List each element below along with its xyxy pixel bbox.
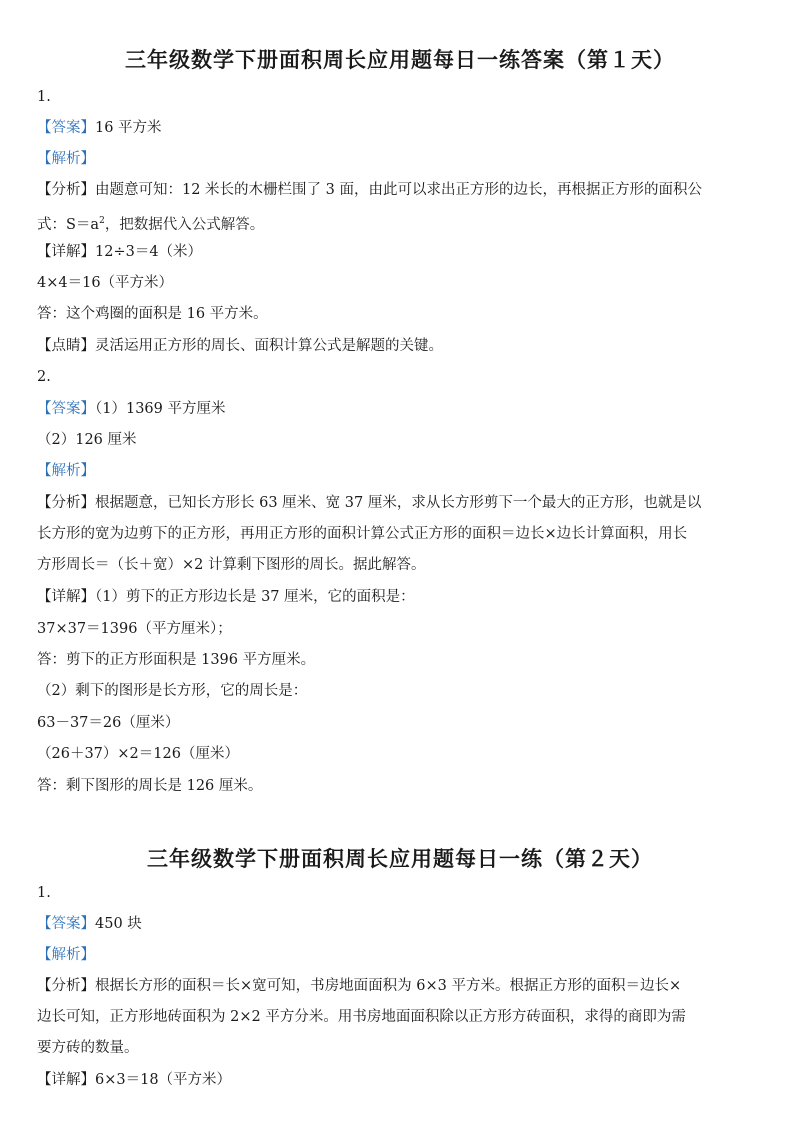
fenxi-text: 根据题意，已知长方形长 63 厘米、宽 37 厘米，求从长方形剪下一个最大的正方形，也就是以 — [95, 495, 702, 511]
fenxi-text: 根据长方形的面积＝长×宽可知，书房地面面积为 6×3 平方米。根据正方形的面积＝边长× — [95, 978, 682, 994]
fenxi-line-3: 方形周长＝（长＋宽）×2 计算剩下图形的周长。据此解答。 — [37, 557, 426, 573]
solution-line: 63－37＝26（厘米） — [37, 715, 180, 731]
answer-line — [37, 396, 767, 422]
xiangjie-tag: 【详解】 — [37, 244, 95, 260]
answer-tag: 【答案】 — [37, 401, 95, 417]
fenxi-text: ，把数据代入公式解答。 — [104, 216, 265, 233]
solution-line: （2）剩下的图形是长方形，它的周长是： — [37, 683, 308, 699]
dianjing-line — [37, 333, 767, 359]
xiangjie-tag: 【详解】 — [37, 589, 95, 605]
xiangjie-line-1 — [37, 239, 767, 265]
solution-line: 4×4＝16（平方米） — [37, 275, 174, 291]
answer-tag: 【答案】 — [37, 916, 95, 932]
section1-title: 三年级数学下册面积周长应用题每日一练答案（第１天） — [125, 48, 675, 72]
fenxi-line-2 — [37, 208, 767, 238]
fenxi-superscript: 2 — [99, 216, 105, 226]
dianjing-text: 灵活运用正方形的周长、面积计算公式是解题的关键。 — [95, 338, 443, 354]
solution-line: 37×37＝1396（平方厘米）； — [37, 621, 232, 637]
dianjing-tag: 【点睛】 — [37, 338, 95, 354]
xiangjie-tag: 【详解】 — [37, 1072, 95, 1088]
answer-tag: 【答案】 — [37, 120, 95, 136]
analysis-tag: 【解析】 — [37, 947, 95, 963]
question-number: 2. — [37, 369, 51, 385]
xiangjie-text: 6×3＝18（平方米） — [95, 1072, 232, 1088]
xiangjie-text: （1）剪下的正方形边长是 37 厘米，它的面积是： — [95, 589, 415, 605]
analysis-line — [37, 146, 767, 172]
answer-line — [37, 115, 767, 141]
fenxi-text: 由题意可知：12 米长的木栅栏围了 3 面，由此可以求出正方形的边长，再根据正方形的面积公 — [95, 182, 702, 198]
analysis-line — [37, 458, 767, 484]
question-number: 1. — [37, 89, 51, 105]
fenxi-line-1 — [37, 973, 767, 999]
xiangjie-line-1 — [37, 584, 767, 610]
section2-title: 三年级数学下册面积周长应用题每日一练（第２天） — [147, 847, 653, 871]
answer-text: （1）1369 平方厘米 — [95, 401, 226, 417]
answer-line — [37, 911, 767, 937]
answer-text: 16 平方米 — [95, 120, 162, 136]
xiangjie-line-1 — [37, 1067, 767, 1093]
xiangjie-text: 12÷3＝4（米） — [95, 244, 203, 260]
analysis-line — [37, 942, 767, 968]
fenxi-line-1 — [37, 490, 767, 516]
fenxi-text: 式：S＝a — [37, 216, 100, 233]
fenxi-tag: 【分析】 — [37, 182, 95, 198]
fenxi-line-1 — [37, 177, 767, 203]
fenxi-tag: 【分析】 — [37, 495, 95, 511]
solution-line: 答：剩下图形的周长是 126 厘米。 — [37, 778, 263, 794]
fenxi-tag: 【分析】 — [37, 978, 95, 994]
question-number: 1. — [37, 885, 51, 901]
fenxi-line-2: 长方形的宽为边剪下的正方形，再用正方形的面积计算公式正方形的面积＝边长×边长计算面积，用长 — [37, 526, 688, 542]
solution-line: （26＋37）×2＝126（厘米） — [37, 746, 239, 762]
answer-line-2: （2）126 厘米 — [37, 432, 137, 448]
answer-text: 450 块 — [95, 916, 142, 932]
analysis-tag: 【解析】 — [37, 151, 95, 167]
solution-line: 答：剪下的正方形面积是 1396 平方厘米。 — [37, 652, 316, 668]
fenxi-line-2: 边长可知，正方形地砖面积为 2×2 平方分米。用书房地面面积除以正方形方砖面积，求得的商即为需 — [37, 1009, 686, 1025]
fenxi-line-3: 要方砖的数量。 — [37, 1040, 139, 1056]
analysis-tag: 【解析】 — [37, 463, 95, 479]
solution-line: 答：这个鸡圈的面积是 16 平方米。 — [37, 306, 268, 322]
